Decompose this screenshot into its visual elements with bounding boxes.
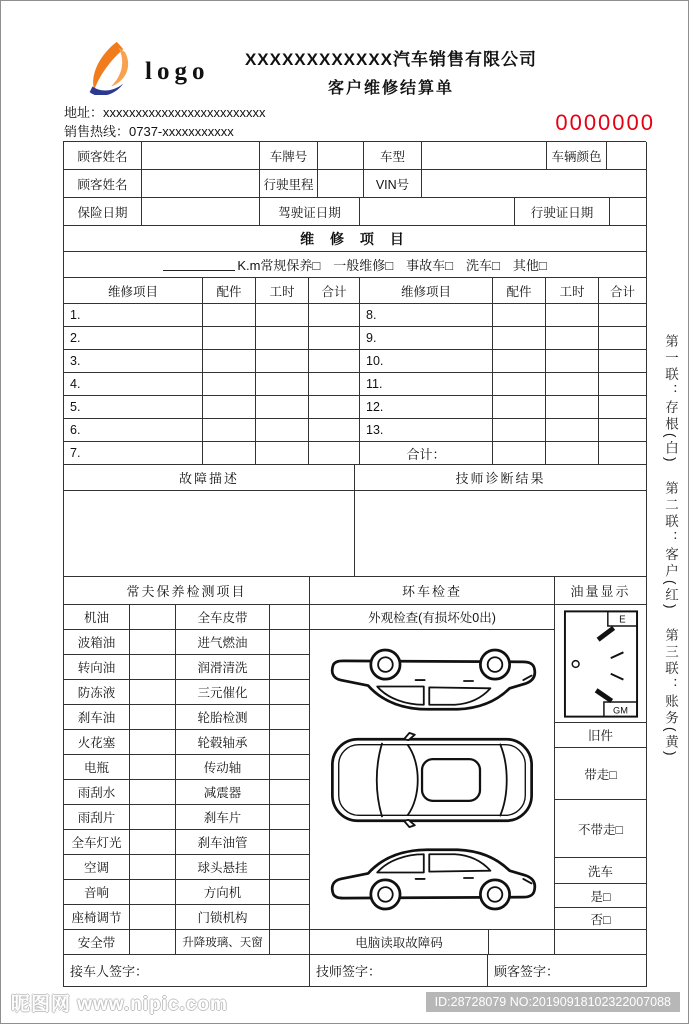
item-number[interactable]: 11. [360, 373, 493, 396]
parts-field[interactable] [203, 350, 256, 373]
fault-description-field[interactable] [64, 491, 355, 577]
signature-row [64, 955, 646, 987]
wash-yes-checkbox[interactable]: 是□ [555, 884, 647, 908]
check-box-field[interactable] [130, 630, 176, 655]
hours-col-header: 工时 [546, 278, 599, 304]
check-label: 雨刮片 [64, 805, 130, 830]
check-box-field[interactable] [130, 655, 176, 680]
parts-field[interactable] [493, 304, 546, 327]
parts-field[interactable] [493, 373, 546, 396]
fault-header-row [64, 465, 646, 491]
walkaround-header: 环车检查 [310, 577, 555, 605]
service-type-row[interactable] [64, 252, 647, 278]
fault-body-row [64, 491, 646, 577]
check-box-field[interactable] [270, 780, 310, 805]
info-row-2 [64, 170, 646, 198]
check-box-field[interactable] [130, 805, 176, 830]
check-label: 升降玻璃、天窗 [176, 930, 270, 955]
total-field[interactable] [599, 350, 647, 373]
gauge-gm-label: GM [612, 705, 628, 716]
logo-text: logo [145, 58, 210, 85]
item-number[interactable]: 10. [360, 350, 493, 373]
check-label: 座椅调节 [64, 905, 130, 930]
total-field[interactable] [599, 419, 647, 442]
hours-field[interactable] [546, 442, 599, 465]
check-label: 球头悬挂 [176, 855, 270, 880]
driver-license-date-field[interactable] [360, 198, 515, 226]
check-box-field[interactable] [270, 755, 310, 780]
parts-field[interactable] [203, 304, 256, 327]
item-number[interactable]: 1. [64, 304, 203, 327]
total-field[interactable] [309, 304, 360, 327]
item-number[interactable]: 6. [64, 419, 203, 442]
info-row-1 [64, 142, 646, 170]
total-field[interactable] [309, 442, 360, 465]
insurance-date-field[interactable] [142, 198, 260, 226]
parts-field[interactable] [493, 396, 546, 419]
fuel-gauge-icon [563, 609, 639, 719]
check-label: 全车皮带 [176, 605, 270, 630]
fault-description-header: 故障描述 [64, 465, 355, 491]
total-col-header: 合计 [309, 278, 360, 304]
check-box-field[interactable] [130, 605, 176, 630]
total-field[interactable] [599, 327, 647, 350]
check-box-field[interactable] [270, 880, 310, 905]
customer-name-label: 顾客姓名 [64, 142, 142, 170]
color-field[interactable] [607, 142, 647, 170]
diagnosis-field[interactable] [355, 491, 647, 577]
customer-signature-field[interactable]: 顾客签字： [488, 955, 647, 987]
repair-items-title: 维 修 项 目 [64, 226, 647, 252]
check-box-field[interactable] [130, 680, 176, 705]
walkaround-panel [310, 605, 555, 955]
wash-no-checkbox[interactable]: 否□ [555, 908, 647, 930]
hours-field[interactable] [256, 419, 309, 442]
car-side-inverted-icon [327, 637, 537, 725]
parts-field[interactable] [203, 373, 256, 396]
item-row [64, 419, 646, 442]
check-label: 电瓶 [64, 755, 130, 780]
car-side-view-icon [327, 834, 537, 922]
take-away-checkbox[interactable]: 带走□ [555, 748, 647, 800]
check-box-field[interactable] [130, 755, 176, 780]
check-box-field[interactable] [130, 830, 176, 855]
copy-sheets-label: 第一联：存根(白) 第二联：客户(红) 第三联：账务(黄) [663, 334, 678, 759]
parts-field[interactable] [493, 327, 546, 350]
check-box-field[interactable] [270, 705, 310, 730]
items-header-row [64, 278, 646, 304]
check-box-field[interactable] [130, 930, 176, 955]
check-box-field[interactable] [270, 930, 310, 955]
total-field[interactable] [599, 304, 647, 327]
check-label: 轮毂轴承 [176, 730, 270, 755]
check-box-field[interactable] [130, 705, 176, 730]
receiver-signature-field[interactable]: 接车人签字： [64, 955, 310, 987]
check-label: 润滑清洗 [176, 655, 270, 680]
item-row [64, 304, 646, 327]
parts-field[interactable] [203, 442, 256, 465]
item-col-header: 维修项目 [64, 278, 203, 304]
check-label: 全车灯光 [64, 830, 130, 855]
total-field[interactable] [309, 396, 360, 419]
car-wash-header: 洗车 [555, 858, 647, 884]
obd-reader-label: 电脑读取故障码 [310, 930, 489, 955]
oil-level-header: 油量显示 [555, 577, 647, 605]
fuel-gauge-cell [555, 605, 647, 723]
check-box-field[interactable] [270, 730, 310, 755]
grand-total-label: 合计： [360, 442, 493, 465]
hours-field[interactable] [256, 327, 309, 350]
hours-field[interactable] [546, 304, 599, 327]
hours-col-header: 工时 [256, 278, 309, 304]
parts-field[interactable] [493, 350, 546, 373]
total-col-header: 合计 [599, 278, 647, 304]
km-underline-field[interactable] [163, 258, 235, 271]
check-label: 安全带 [64, 930, 130, 955]
check-label: 刹车片 [176, 805, 270, 830]
insurance-date-label: 保险日期 [64, 198, 142, 226]
company-name: XXXXXXXXXXXX汽车销售有限公司 [244, 50, 538, 69]
check-label: 刹车油 [64, 705, 130, 730]
check-box-field[interactable] [270, 655, 310, 680]
total-field[interactable] [309, 350, 360, 373]
item-row-total [64, 442, 646, 465]
check-label: 三元催化 [176, 680, 270, 705]
customer-name-field[interactable] [142, 142, 260, 170]
check-label: 雨刮水 [64, 780, 130, 805]
total-field[interactable] [309, 419, 360, 442]
parts-col-header: 配件 [493, 278, 546, 304]
sail-flame-logo-icon [85, 39, 139, 95]
check-label: 空调 [64, 855, 130, 880]
oil-panel [555, 605, 647, 955]
check-label: 波箱油 [64, 630, 130, 655]
customer-name2-label: 顾客姓名 [64, 170, 142, 198]
maintenance-checklist [64, 605, 310, 955]
address-line: 地址：xxxxxxxxxxxxxxxxxxxxxxxxx [64, 105, 266, 120]
service-type-options[interactable]: K.m常规保养□ 一般维修□ 事故车□ 洗车□ 其他□ [237, 258, 547, 273]
check-label: 音响 [64, 880, 130, 905]
item-number[interactable]: 5. [64, 396, 203, 419]
page-title: 客户维修结算单 [327, 80, 454, 97]
nipic-site-name: 昵图网 [11, 994, 72, 1015]
plate-field[interactable] [318, 142, 364, 170]
item-number[interactable]: 12. [360, 396, 493, 419]
hours-field[interactable] [546, 350, 599, 373]
nipic-url: www.nipic.com [77, 994, 228, 1015]
driver-license-date-label: 驾驶证日期 [260, 198, 360, 226]
total-field[interactable] [309, 373, 360, 396]
check-box-field[interactable] [130, 855, 176, 880]
not-take-away-checkbox[interactable]: 不带走□ [555, 800, 647, 858]
hours-field[interactable] [256, 350, 309, 373]
total-field[interactable] [309, 327, 360, 350]
appearance-check-label: 外观检查(有损坏处0出) [310, 605, 555, 630]
info-row-3 [64, 198, 646, 226]
parts-field[interactable] [203, 327, 256, 350]
serial-number: 0000000 [555, 110, 655, 135]
check-label: 门锁机构 [176, 905, 270, 930]
technician-signature-field[interactable]: 技师签字： [310, 955, 488, 987]
check-label: 火花塞 [64, 730, 130, 755]
hours-field[interactable] [546, 327, 599, 350]
check-box-field[interactable] [270, 830, 310, 855]
item-number[interactable]: 2. [64, 327, 203, 350]
item-number[interactable]: 4. [64, 373, 203, 396]
plate-label: 车牌号 [260, 142, 318, 170]
check-label: 进气燃油 [176, 630, 270, 655]
parts-field[interactable] [493, 419, 546, 442]
check-box-field[interactable] [270, 805, 310, 830]
vehicle-license-date-label: 行驶证日期 [515, 198, 610, 226]
car-top-view-icon [327, 732, 537, 828]
item-number[interactable]: 7. [64, 442, 203, 465]
check-box-field[interactable] [130, 905, 176, 930]
item-row [64, 350, 646, 373]
gauge-empty-label: E [618, 614, 626, 626]
old-parts-header: 旧件 [555, 723, 647, 748]
check-label: 方向机 [176, 880, 270, 905]
hours-field[interactable] [546, 419, 599, 442]
form-header-titles [226, 45, 556, 98]
item-row [64, 327, 646, 350]
item-number[interactable]: 8. [360, 304, 493, 327]
mileage-field[interactable] [318, 170, 364, 198]
check-box-field[interactable] [130, 780, 176, 805]
vin-field[interactable] [422, 170, 647, 198]
hours-field[interactable] [256, 442, 309, 465]
parts-field[interactable] [203, 396, 256, 419]
main-form [63, 141, 646, 987]
check-label: 轮胎检测 [176, 705, 270, 730]
check-label: 减震器 [176, 780, 270, 805]
watermark-id-badge: ID:28728079 NO:20190918102322007088 [426, 992, 680, 1012]
total-field[interactable] [599, 373, 647, 396]
item-number[interactable]: 13. [360, 419, 493, 442]
check-label: 机油 [64, 605, 130, 630]
car-damage-diagram[interactable] [310, 630, 555, 930]
nipic-watermark [11, 989, 228, 1016]
parts-col-header: 配件 [203, 278, 256, 304]
hotline-line: 销售热线：0737-xxxxxxxxxxx [64, 124, 234, 139]
check-label: 转向油 [64, 655, 130, 680]
item-col-header: 维修项目 [360, 278, 493, 304]
check-box-field[interactable] [270, 630, 310, 655]
item-number[interactable]: 3. [64, 350, 203, 373]
oil-panel-blank-field[interactable] [555, 930, 647, 955]
color-label: 车辆颜色 [547, 142, 607, 170]
model-label: 车型 [364, 142, 422, 170]
hours-field[interactable] [546, 396, 599, 419]
hours-field[interactable] [546, 373, 599, 396]
customer-name2-field[interactable] [142, 170, 260, 198]
total-field[interactable] [599, 442, 647, 465]
parts-field[interactable] [493, 442, 546, 465]
vin-label: VIN号 [364, 170, 422, 198]
hours-field[interactable] [256, 396, 309, 419]
check-box-field[interactable] [130, 730, 176, 755]
hours-field[interactable] [256, 304, 309, 327]
check-box-field[interactable] [270, 855, 310, 880]
check-box-field[interactable] [270, 605, 310, 630]
check-box-field[interactable] [270, 905, 310, 930]
item-number[interactable]: 9. [360, 327, 493, 350]
obd-reader-field[interactable] [489, 930, 555, 955]
hours-field[interactable] [256, 373, 309, 396]
check-label: 刹车油管 [176, 830, 270, 855]
inspection-zone [64, 605, 646, 955]
parts-field[interactable] [203, 419, 256, 442]
check-box-field[interactable] [130, 880, 176, 905]
check-label: 防冻液 [64, 680, 130, 705]
total-field[interactable] [599, 396, 647, 419]
model-field[interactable] [422, 142, 547, 170]
section-header-row [64, 577, 646, 605]
item-row [64, 373, 646, 396]
check-box-field[interactable] [270, 680, 310, 705]
company-logo [85, 39, 209, 95]
maintenance-check-header: 常夫保养检测项目 [64, 577, 310, 605]
mileage-label: 行驶里程 [260, 170, 318, 198]
diagnosis-header: 技师诊断结果 [355, 465, 647, 491]
item-row [64, 396, 646, 419]
vehicle-license-date-field[interactable] [610, 198, 647, 226]
check-label: 传动轴 [176, 755, 270, 780]
